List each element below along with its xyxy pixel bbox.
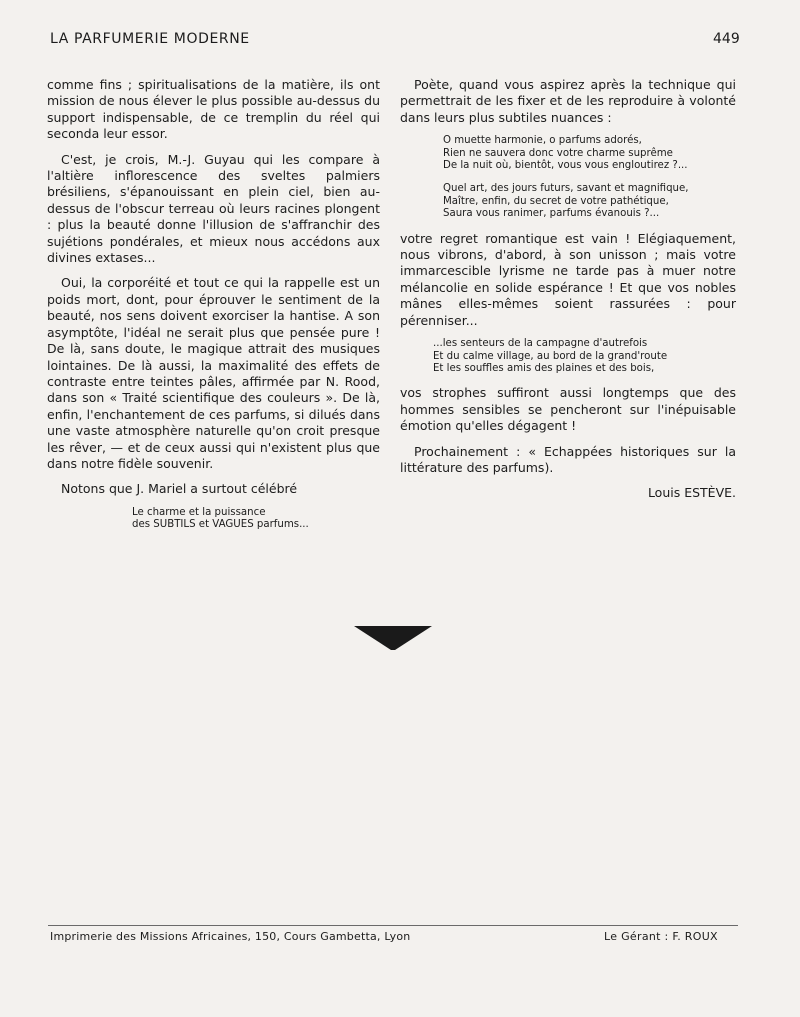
right-verse-quote-1 xyxy=(443,135,736,220)
author-signature: Louis ESTÈVE. xyxy=(647,485,736,501)
right-paragraph-2: votre regret romantique est vain ! Elégiaquement, nous vibrons, d'abord, à son unisson ; mais votre immarcescible lyrisme ne tarde pas à muer notre mélancolie en solide espérance ! Et que vos nobles mânes elles-mêmes soient rassurées : pour pérenniser... xyxy=(400,230,736,328)
right-verse-quote-2 xyxy=(433,338,736,375)
verse-line: Et les souffles amis des plaines et des bois, xyxy=(433,362,655,374)
right-paragraph-4: Prochainement : « Echappées historiques sur la littérature des parfums). xyxy=(400,443,736,475)
verse-line: Et du calme village, au bord de la grand'route xyxy=(433,350,668,362)
verse-stanza xyxy=(443,135,736,172)
verse-line: O muette harmonie, o parfums adorés, xyxy=(443,135,642,147)
footer-rule xyxy=(48,925,738,926)
left-column xyxy=(47,77,380,542)
running-title: LA PARFUMERIE MODERNE xyxy=(50,31,250,47)
left-paragraph-2: C'est, je crois, M.-J. Guyau qui les compare à l'altière inflorescence des sveltes palmiers brésiliens, s'épanouissant en plein ciel, bien au-dessus de l'obscur terreau où leurs racines plongent : plus la beauté donne l'illusion de s'affranchir des sujétions pondérales, et mieux nous accédons aux divines extases... xyxy=(47,151,380,266)
verse-stanza xyxy=(443,183,736,220)
downward-triangle-ornament-icon xyxy=(353,624,433,652)
page-number: 449 xyxy=(713,31,740,47)
left-paragraph-1: comme fins ; spiritualisations de la matière, ils ont mission de nous élever le plus possible au-dessus du support indispensable, de ce tremplin du réel qui seconda leur essor. xyxy=(47,77,380,142)
right-paragraph-3: vos strophes suffiront aussi longtemps que des hommes sensibles se pencheront sur l'inépuisable émotion qu'elles dégagent ! xyxy=(400,385,736,434)
printer-credit: Imprimerie des Missions Africaines, 150, Cours Gambetta, Lyon xyxy=(50,930,411,943)
manager-credit: Le Gérant : F. ROUX xyxy=(604,930,718,943)
verse-line: Le charme et la puissance xyxy=(132,506,266,518)
verse-line: des SUBTILS et VAGUES parfums... xyxy=(132,519,309,531)
left-paragraph-3: Oui, la corporéité et tout ce qui la rappelle est un poids mort, dont, pour éprouver le sentiment de la beauté, nos sens doivent exorciser la hantise. A son asymptôte, l'idéal ne serait plus que pensée pure ! De là, sans doute, le magique attrait des musiques lointaines. De là aussi, la maximalité des effets de contraste entre teintes pâles, affirmée par N. Rood, dans son « Traité scientifique des couleurs ». De là, enfin, l'enchantement de ces parfums, si dilués dans une vaste atmosphère naturelle qu'on croit presque les rêver, — et de ceux aussi qui n'existent plus que dans notre fidèle souvenir. xyxy=(47,275,380,471)
verse-line: Quel art, des jours futurs, savant et magnifique, xyxy=(443,183,689,195)
verse-line: Saura vous ranimer, parfums évanouis ?... xyxy=(443,208,660,220)
left-paragraph-4: Notons que J. Mariel a surtout célébré xyxy=(61,481,298,497)
verse-line: De la nuit où, bientôt, vous vous engloutirez ?... xyxy=(443,160,688,172)
right-paragraph-1: Poète, quand vous aspirez après la technique qui permettrait de les fixer et de les reproduire à volonté dans leurs plus subtiles nuances : xyxy=(400,77,736,125)
verse-line: Maître, enfin, du secret de votre pathétique, xyxy=(443,195,669,207)
verse-line: Rien ne sauvera donc votre charme suprême xyxy=(443,147,673,159)
verse-line: ...les senteurs de la campagne d'autrefois xyxy=(433,338,648,350)
left-verse-quote xyxy=(132,507,380,532)
right-column xyxy=(400,77,736,502)
